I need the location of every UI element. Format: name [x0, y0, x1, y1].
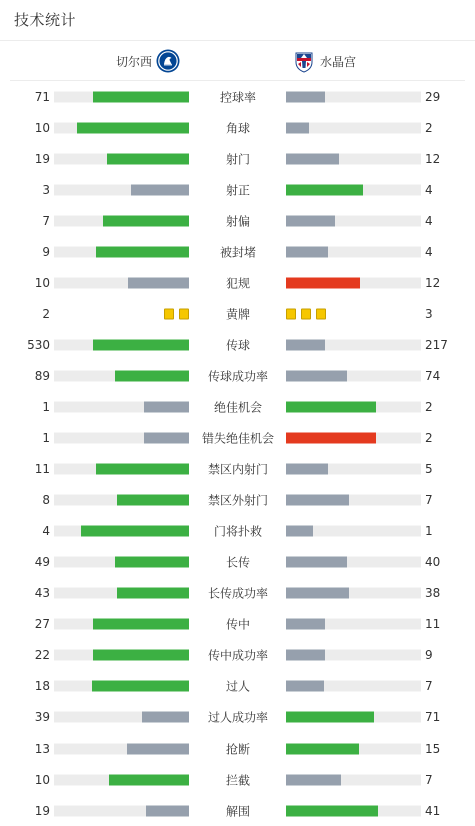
- away-stat-bar: [286, 464, 421, 475]
- stat-label: 被封堵: [219, 245, 256, 260]
- home-stat-bar-fill: [115, 370, 189, 381]
- away-stat-bar: [286, 774, 421, 785]
- away-stat-value: 9: [425, 648, 433, 663]
- home-stat-bar-fill: [96, 246, 189, 257]
- home-stat-value: 7: [42, 213, 50, 228]
- away-stat-bar: [286, 91, 421, 102]
- away-stat-bar-fill: [286, 153, 339, 164]
- home-stat-value: 27: [34, 617, 50, 632]
- home-stat-bar: [54, 619, 189, 630]
- away-stat-value: 41: [425, 803, 441, 818]
- yellow-card-icon: [301, 308, 311, 319]
- home-stat-value: 11: [34, 462, 50, 477]
- home-yellow-cards: [164, 308, 189, 319]
- home-stat-bar: [54, 495, 189, 506]
- stat-row: [0, 795, 475, 826]
- home-stat-bar-fill: [93, 339, 189, 350]
- stat-label: 门将扑救: [213, 524, 262, 539]
- stat-row: [0, 485, 475, 516]
- home-stat-bar-fill: [144, 401, 189, 412]
- home-stat-bar-fill: [92, 681, 189, 692]
- away-stat-bar: [286, 681, 421, 692]
- home-stat-bar-fill: [115, 557, 189, 568]
- stat-label: 长传成功率: [207, 586, 268, 601]
- away-stat-bar: [286, 495, 421, 506]
- home-stat-value: 49: [34, 555, 50, 570]
- yellow-card-icon: [286, 308, 296, 319]
- home-stat-bar: [54, 681, 189, 692]
- home-stat-value: 18: [34, 679, 50, 694]
- away-stat-bar: [286, 277, 421, 288]
- home-stat-bar: [54, 401, 189, 412]
- away-stat-value: 2: [425, 399, 433, 414]
- stat-label: 传球: [225, 338, 250, 353]
- stat-row: [0, 112, 475, 143]
- stat-label: 射偏: [225, 214, 250, 229]
- stat-row: [0, 609, 475, 640]
- home-stat-value: 71: [34, 89, 50, 104]
- home-stat-bar-fill: [107, 153, 189, 164]
- home-stat-value: 43: [34, 586, 50, 601]
- away-stat-bar-fill: [286, 215, 335, 226]
- home-stat-value: 9: [42, 244, 50, 259]
- home-stat-bar-fill: [93, 91, 189, 102]
- home-stat-value: 2: [42, 306, 50, 321]
- home-stat-bar-fill: [96, 464, 189, 475]
- home-stat-bar: [54, 526, 189, 537]
- away-stat-value: 4: [425, 213, 433, 228]
- away-stat-bar-fill: [286, 495, 349, 506]
- home-stat-bar-fill: [81, 526, 189, 537]
- stat-row: [0, 329, 475, 360]
- home-stat-value: 10: [34, 120, 50, 135]
- away-team[interactable]: [292, 48, 356, 74]
- away-stat-bar: [286, 526, 421, 537]
- away-stat-bar-fill: [286, 277, 360, 288]
- stat-label: 解围: [225, 804, 250, 819]
- home-stat-bar: [54, 246, 189, 257]
- away-stat-value: 5: [425, 462, 433, 477]
- home-stat-bar: [54, 122, 189, 133]
- home-stat-value: 1: [42, 431, 50, 446]
- home-stat-value: 1: [42, 399, 50, 414]
- home-stat-bar: [54, 805, 189, 816]
- home-stat-value: 10: [34, 275, 50, 290]
- home-stat-bar: [54, 91, 189, 102]
- stat-label: 角球: [225, 121, 250, 136]
- stat-row: [0, 671, 475, 702]
- away-stat-bar: [286, 557, 421, 568]
- away-stat-bar-fill: [286, 122, 309, 133]
- stat-row: [0, 298, 475, 329]
- chelsea-crest-icon: [156, 49, 180, 73]
- away-stat-value: 29: [425, 89, 441, 104]
- stat-row: [0, 143, 475, 174]
- away-stat-bar-fill: [286, 246, 328, 257]
- home-stat-bar-fill: [146, 805, 189, 816]
- away-stat-bar-fill: [286, 557, 347, 568]
- stat-row: [0, 267, 475, 298]
- home-stat-value: 19: [34, 151, 50, 166]
- yellow-card-icon: [316, 308, 326, 319]
- home-stat-bar: [54, 215, 189, 226]
- stat-label: 过人成功率: [207, 710, 268, 725]
- home-stat-bar: [54, 712, 189, 723]
- stat-row: [0, 640, 475, 671]
- away-stat-bar-fill: [286, 588, 349, 599]
- home-stat-value: 4: [42, 524, 50, 539]
- away-team-name: 水晶宫: [320, 54, 357, 69]
- home-stat-value: 13: [34, 741, 50, 756]
- away-stat-bar: [286, 339, 421, 350]
- away-stat-bar: [286, 433, 421, 444]
- home-stat-bar: [54, 370, 189, 381]
- stat-label: 黄牌: [225, 307, 250, 322]
- away-stat-value: 11: [425, 617, 441, 632]
- divider: [0, 40, 475, 41]
- home-stat-bar-fill: [109, 774, 189, 785]
- away-stat-bar-fill: [286, 184, 363, 195]
- away-stat-bar: [286, 743, 421, 754]
- away-stat-value: 12: [425, 151, 441, 166]
- away-stat-value: 7: [425, 493, 433, 508]
- away-stat-bar-fill: [286, 526, 313, 537]
- stat-label: 控球率: [219, 90, 256, 105]
- away-stat-bar: [286, 215, 421, 226]
- home-stat-bar-fill: [131, 184, 189, 195]
- stat-label: 禁区外射门: [207, 493, 268, 508]
- page-title: 技术统计: [14, 11, 77, 29]
- away-stat-value: 1: [425, 524, 433, 539]
- away-stat-value: 15: [425, 741, 441, 756]
- stat-label: 射正: [225, 183, 250, 198]
- away-stat-value: 74: [425, 368, 441, 383]
- away-stat-bar: [286, 370, 421, 381]
- home-stat-bar: [54, 774, 189, 785]
- away-stat-bar: [286, 184, 421, 195]
- away-stat-value: 40: [425, 555, 441, 570]
- away-stat-value: 12: [425, 275, 441, 290]
- yellow-card-icon: [179, 308, 189, 319]
- stat-row: [0, 236, 475, 267]
- stat-label: 传球成功率: [207, 369, 268, 384]
- home-stat-value: 19: [34, 803, 50, 818]
- home-stat-bar: [54, 153, 189, 164]
- home-stat-value: 3: [42, 182, 50, 197]
- stat-label: 抢断: [225, 742, 250, 756]
- away-stat-value: 7: [425, 679, 433, 694]
- home-stat-bar: [54, 588, 189, 599]
- away-stat-value: 2: [425, 431, 433, 446]
- home-stat-bar-fill: [93, 619, 189, 630]
- stat-label: 过人: [225, 679, 250, 694]
- away-stat-bar: [286, 650, 421, 661]
- away-stat-value: 217: [425, 337, 448, 352]
- yellow-card-icon: [164, 308, 174, 319]
- home-stat-bar-fill: [117, 588, 189, 599]
- home-stat-value: 39: [34, 710, 50, 725]
- teams-header: [10, 42, 465, 80]
- away-stat-bar-fill: [286, 774, 341, 785]
- home-team[interactable]: [116, 48, 180, 74]
- stat-row: [0, 454, 475, 485]
- stat-row: [0, 174, 475, 205]
- home-stat-value: 89: [34, 368, 50, 383]
- home-team-name: 切尔西: [115, 54, 152, 69]
- stat-label: 错失绝佳机会: [201, 431, 274, 446]
- home-stat-bar-fill: [142, 712, 189, 723]
- stat-row: [0, 733, 475, 764]
- stat-label: 禁区内射门: [207, 462, 268, 477]
- stats-list: [0, 81, 475, 826]
- away-stat-value: 2: [425, 120, 433, 135]
- stat-label: 传中: [225, 617, 250, 632]
- stat-label: 绝佳机会: [213, 400, 262, 415]
- stat-label: 长传: [225, 555, 250, 570]
- away-stat-value: 7: [425, 772, 433, 787]
- home-stat-bar-fill: [103, 215, 189, 226]
- away-stat-bar-fill: [286, 681, 324, 692]
- stat-label: 拦截: [225, 773, 250, 788]
- away-stat-bar: [286, 619, 421, 630]
- away-stat-bar: [286, 588, 421, 599]
- away-stat-bar: [286, 246, 421, 257]
- away-stat-value: 38: [425, 586, 441, 601]
- stat-row: [0, 578, 475, 609]
- stat-label: 犯规: [225, 276, 250, 291]
- away-stat-bar-fill: [286, 370, 347, 381]
- stat-row: [0, 423, 475, 454]
- away-stat-bar-fill: [286, 805, 378, 816]
- stat-row: [0, 764, 475, 795]
- away-stat-bar: [286, 805, 421, 816]
- stat-row: [0, 702, 475, 733]
- home-stat-value: 22: [34, 648, 50, 663]
- away-stat-value: 3: [425, 306, 433, 321]
- away-stat-bar-fill: [286, 339, 325, 350]
- away-stat-bar-fill: [286, 619, 325, 630]
- away-stat-bar: [286, 122, 421, 133]
- away-stat-bar-fill: [286, 91, 325, 102]
- away-stat-bar: [286, 712, 421, 723]
- home-stat-bar: [54, 339, 189, 350]
- away-stat-bar-fill: [286, 464, 328, 475]
- home-stat-bar: [54, 557, 189, 568]
- home-stat-bar: [54, 743, 189, 754]
- away-stat-value: 4: [425, 182, 433, 197]
- stat-row: [0, 205, 475, 236]
- away-yellow-cards: [286, 308, 326, 319]
- stat-row: [0, 516, 475, 547]
- home-stat-bar-fill: [144, 433, 189, 444]
- stat-row: [0, 360, 475, 391]
- home-stat-bar-fill: [93, 650, 189, 661]
- away-stat-bar-fill: [286, 401, 376, 412]
- home-stat-bar: [54, 277, 189, 288]
- away-stat-bar-fill: [286, 650, 325, 661]
- home-stat-value: 530: [27, 337, 50, 352]
- home-stat-bar-fill: [128, 277, 189, 288]
- stat-label: 传中成功率: [207, 648, 268, 663]
- away-stat-bar: [286, 401, 421, 412]
- home-stat-bar: [54, 650, 189, 661]
- home-stat-bar: [54, 433, 189, 444]
- away-stat-bar-fill: [286, 743, 359, 754]
- home-stat-bar: [54, 184, 189, 195]
- stat-label: 射门: [225, 152, 250, 167]
- home-stat-value: 8: [42, 493, 50, 508]
- stat-row: [0, 391, 475, 422]
- away-stat-bar: [286, 153, 421, 164]
- home-stat-bar-fill: [77, 122, 189, 133]
- stat-row: [0, 547, 475, 578]
- home-stat-bar-fill: [127, 743, 189, 754]
- home-stat-value: 10: [34, 772, 50, 787]
- home-stat-bar: [54, 464, 189, 475]
- stat-row: [0, 81, 475, 112]
- away-stat-value: 71: [425, 710, 441, 725]
- crystal-palace-crest-icon: [292, 49, 316, 73]
- away-stat-bar-fill: [286, 712, 374, 723]
- away-stat-bar-fill: [286, 433, 376, 444]
- away-stat-value: 4: [425, 244, 433, 259]
- home-stat-bar-fill: [117, 495, 189, 506]
